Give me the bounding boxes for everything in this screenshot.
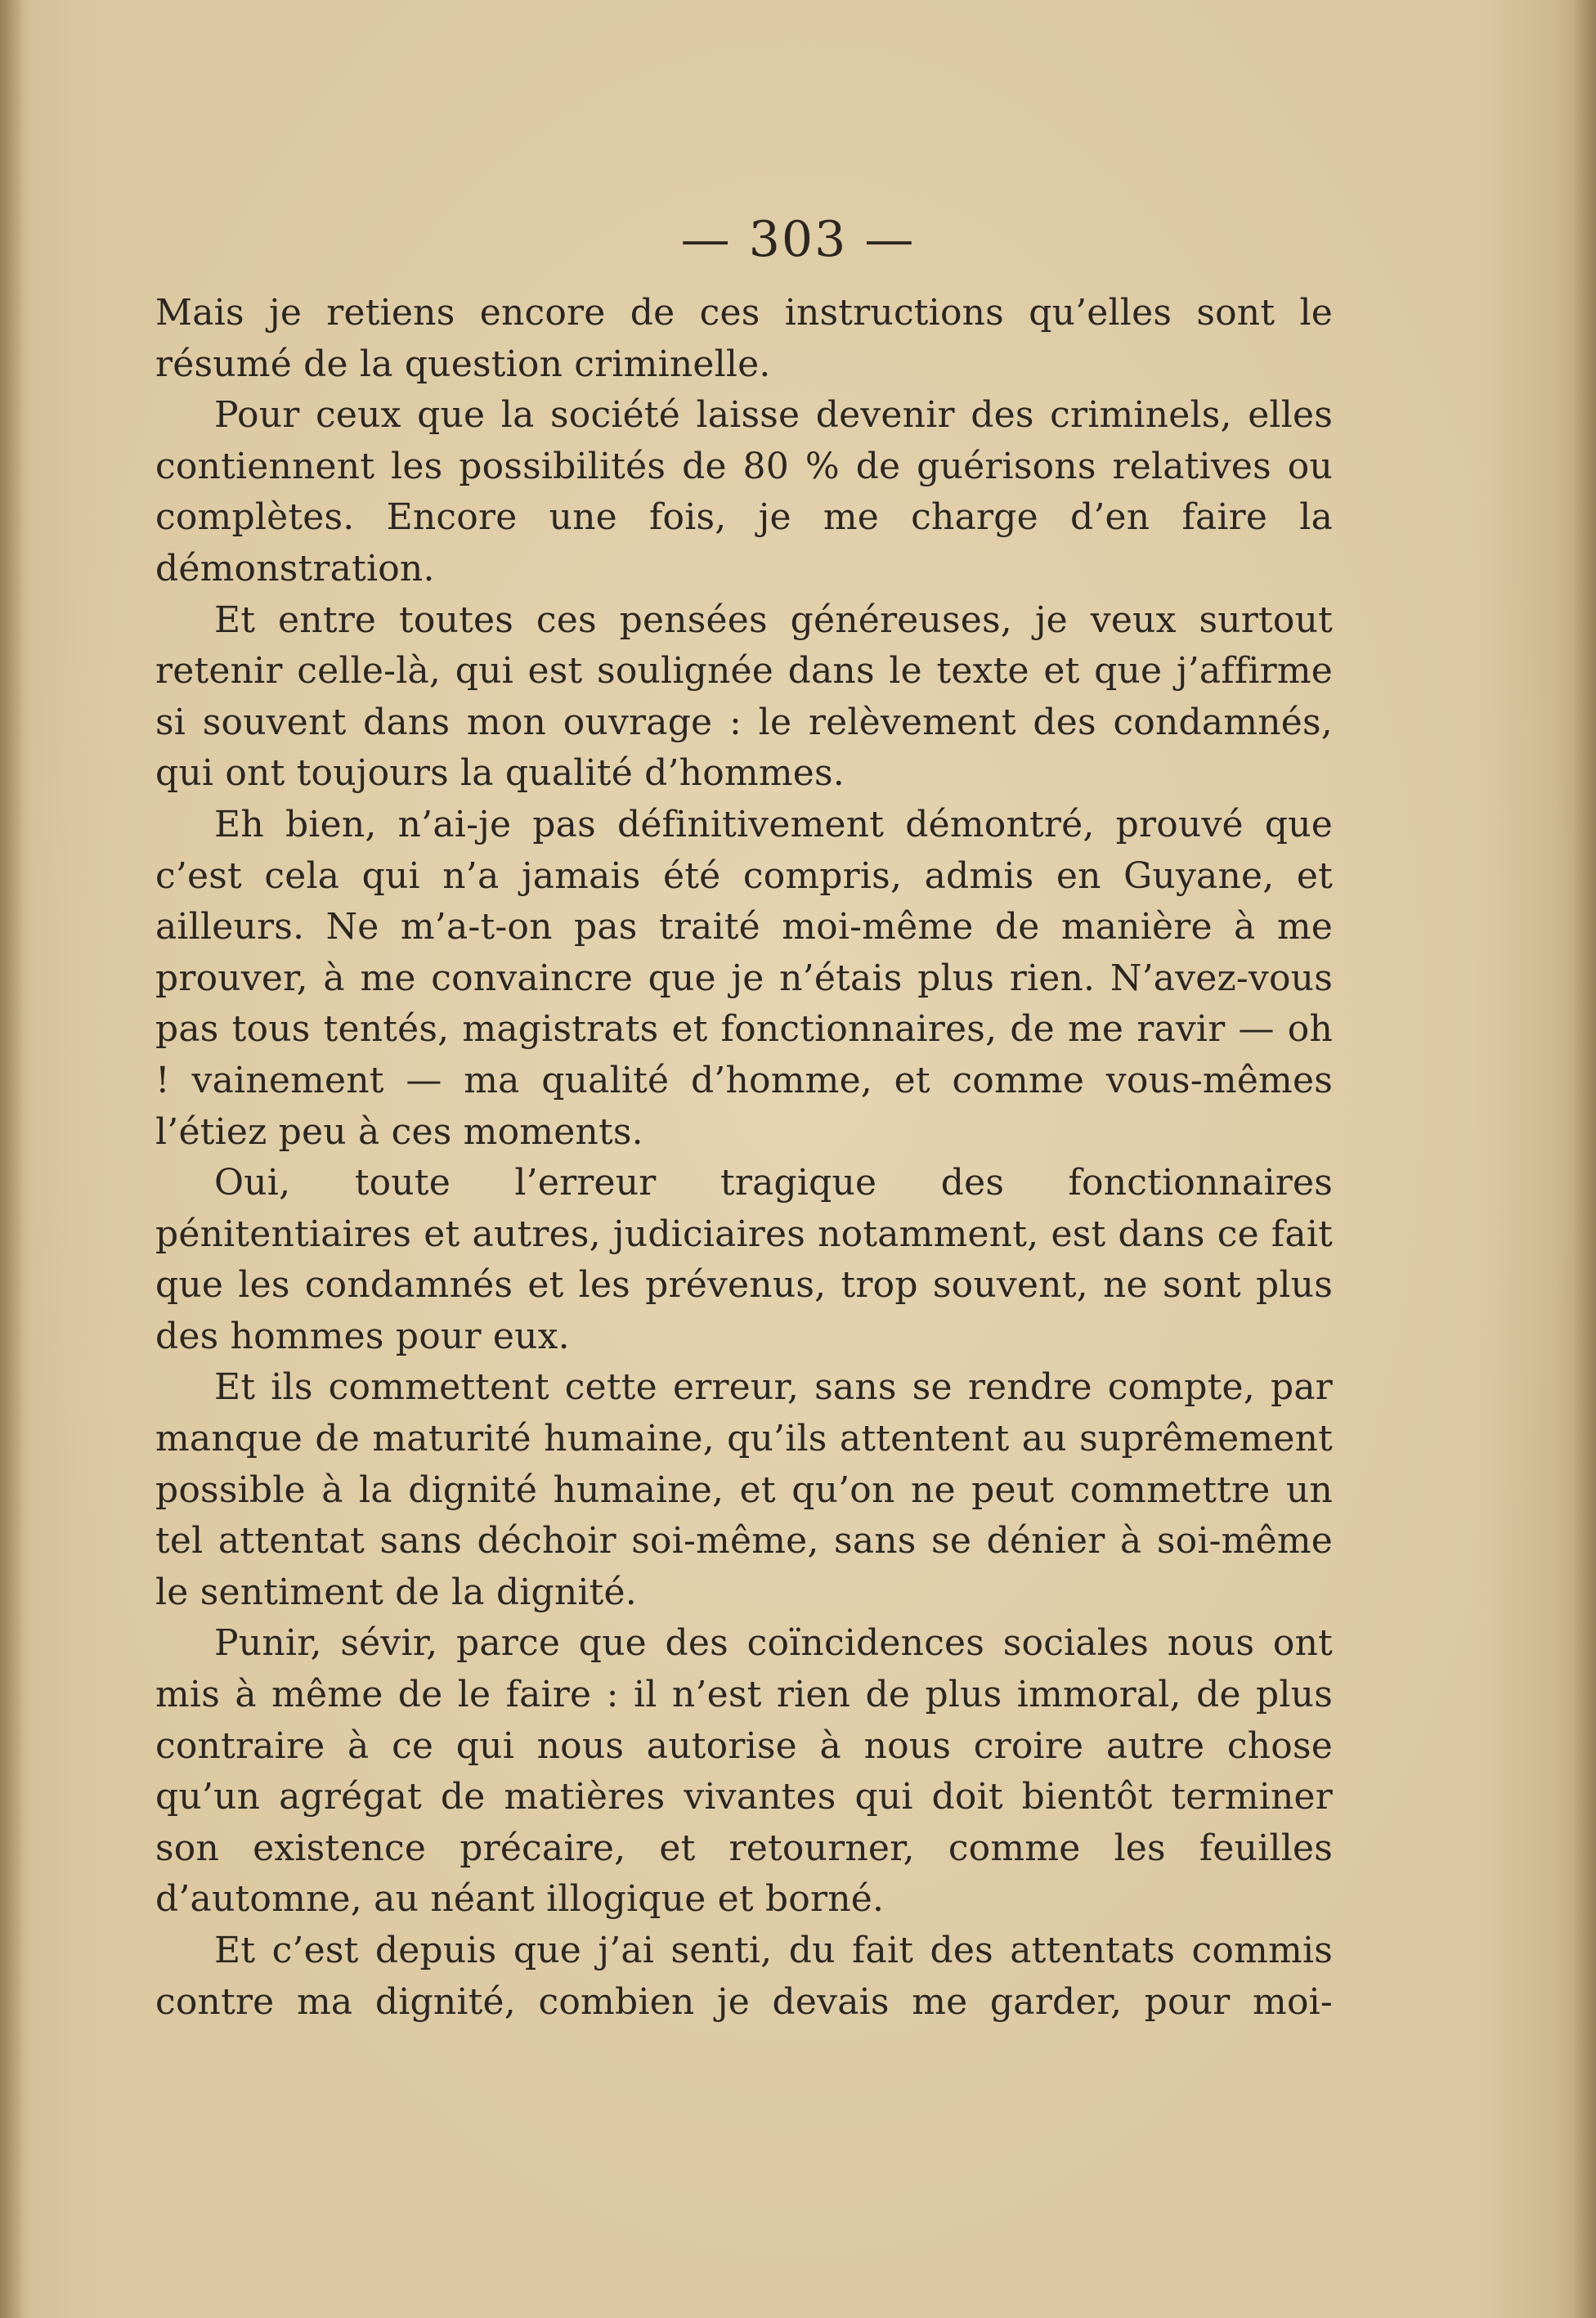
page-edge-shadow-left [0,0,23,2318]
paragraph-8: Et c’est depuis que j’ai senti, du fait des attentats commis contre ma dignité, combien je devais me garder, pour moi- [155,1930,1333,2023]
body-text [155,288,1333,2028]
paragraph-7: Punir, sévir, parce que des coïncidences sociales nous ont mis à même de le faire : il n’est rien de plus immoral, de plus contraire à ce qui nous autorise à nous croire autre chose qu’un agrégat de matières vivantes qui doit bientôt terminer son existence précaire, et retourner, comme les feuilles d’automne, au néant illogique et borné. [155,1622,1333,1921]
paragraph-5: Oui, toute l’erreur tragique des fonctionnaires pénitentiaires et autres, judiciaires notamment, est dans ce fait que les condamnés et les prévenus, trop souvent, ne sont plus des hommes pour eux. [155,1162,1333,1357]
paragraph-3: Et entre toutes ces pensées généreuses, je veux surtout retenir celle-là, qui est soulignée dans le texte et que j’affirme si souvent dans mon ouvrage : le relèvement des condamnés, qui ont toujours la qualité d’hommes. [155,599,1333,795]
page-edge-shadow-right [1573,0,1596,2318]
paragraph-6: Et ils commettent cette erreur, sans se rendre compte, par manque de maturité humaine, qu’ils attentent au suprêmement possible à la dignité humaine, et qu’on ne peut commettre un tel attentat sans déchoir soi-même, sans se dénier à soi-même le sentiment de la dignité. [155,1366,1333,1613]
paragraph-1: Mais je retiens encore de ces instructions qu’elles sont le résumé de la question criminelle. [155,292,1333,385]
paragraph-4: Eh bien, n’ai-je pas définitivement démontré, prouvé que c’est cela qui n’a jamais été compris, admis en Guyane, et ailleurs. Ne m’a-t-on pas traité moi-même de manière à me prouver, à me convaincre que je n’étais plus rien. N’avez-vous pas tous tentés, magistrats et fonctionnaires, de me ravir — oh ! vainement — ma qualité d’homme, et comme vous-mêmes l’étiez peu à ces moments. [155,803,1333,1153]
page-number: — 303 — [680,211,916,268]
paragraph-2: Pour ceux que la société laisse devenir des criminels, elles contiennent les possibilités de 80 % de guérisons relatives ou complètes. Encore une fois, je me charge d’en faire la démonstration. [155,394,1333,590]
